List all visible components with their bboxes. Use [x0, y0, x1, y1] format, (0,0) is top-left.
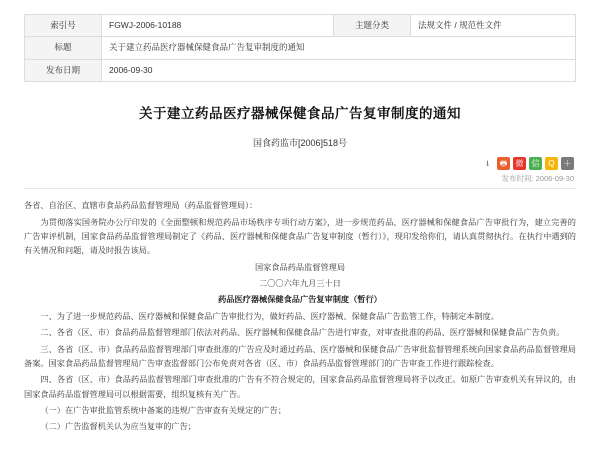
signature-organization: 国家食品药品监督管理局: [254, 262, 346, 272]
meta-label-title: 标题: [25, 37, 102, 59]
meta-value-title: 关于建立药品医疗器械保健食品广告复审制度的通知: [102, 37, 576, 59]
article-item: 二、各省（区、市）食品药品监督管理部门依法对药品、医疗器械和保健食品广告进行审查，对审查批准的药品、医疗器械和保健食品广告负责。: [40, 328, 565, 338]
table-row: [25, 15, 576, 37]
article-item: 四、各省（区、市）食品药品监督管理部门审查批准的广告有不符合规定的，国家食品药品监督管理局将予以改正。如原广告审查机关有异议的，由国家食品药品监督管理局可以根据需要，组织复核有关广告。: [24, 375, 576, 399]
meta-value-category: 法规文件 / 规范性文件: [411, 15, 576, 37]
meta-label-index: 索引号: [25, 15, 102, 37]
meta-value-publish-date: 2006-09-30: [102, 59, 576, 81]
weibo-share-icon[interactable]: 微: [513, 157, 526, 170]
more-share-icon[interactable]: ＋: [561, 157, 574, 170]
publish-time-label: 发布时间: 2006-09-30: [501, 174, 574, 184]
meta-value-index: FGWJ-2006-10188: [102, 15, 334, 37]
page-title: 关于建立药品医疗器械保健食品广告复审制度的通知: [139, 106, 461, 122]
meta-label-publish-date: 发布日期: [25, 59, 102, 81]
article-item: 一、为了进一步规范药品、医疗器械和保健食品广告审批行为，做好药品、医疗器械、保健食品广告监管工作，特制定本制度。: [40, 311, 499, 321]
document-number: 国食药监市[2006]518号: [252, 138, 348, 149]
qzone-share-icon[interactable]: Q: [545, 157, 558, 170]
divider: [24, 188, 576, 189]
table-row: [25, 59, 576, 81]
section-title: 药品医疗器械保健食品广告复审制度（暂行）: [218, 295, 382, 305]
document-body: [24, 199, 576, 434]
meta-label-category: 主题分类: [334, 15, 411, 37]
article-item: （二）广告监督机关认为应当复审的广告；: [40, 422, 196, 432]
download-icon[interactable]: ⭳: [486, 158, 489, 168]
share-toolbar: [24, 157, 576, 170]
table-row: [25, 37, 576, 59]
wechat-share-icon[interactable]: 信: [529, 157, 542, 170]
article-item: 三、各省（区、市）食品药品监督管理部门审查批准的广告应及时通过药品、医疗器械和保健食品广告审批监督管理系统向国家食品药品监督管理局备案。国家食品药品监督管理局广告审查监督部门公布免责对各省（区、市）食品药品监督管理部门的广告审查工作进行跟踪检查。: [24, 344, 576, 368]
signature-date: 二〇〇六年九月三十日: [259, 279, 341, 289]
article-item: （一）在广告审批监管系统中备案的违规广告审查有关规定的广告；: [40, 405, 287, 415]
document-meta-table: [24, 14, 576, 82]
body-paragraph: 为贯彻落实国务院办公厅印发的《全面整顿和规范药品市场秩序专项行动方案》，进一步规范药品、医疗器械和保健食品广告审批行为，建立完善的广告审评机制，国家食品药品监督管理局制定了《药品、医疗器械和保健食品广告复审制度（暂行）》，现印发给你们，请认真贯彻执行。在执行中遇到的有关情况和问题，请及时报告该局。: [24, 217, 576, 256]
salutation: 各省、自治区、直辖市食品药品监督管理局（药品监督管理局）：: [24, 201, 258, 211]
print-icon[interactable]: 🖶: [497, 157, 510, 170]
